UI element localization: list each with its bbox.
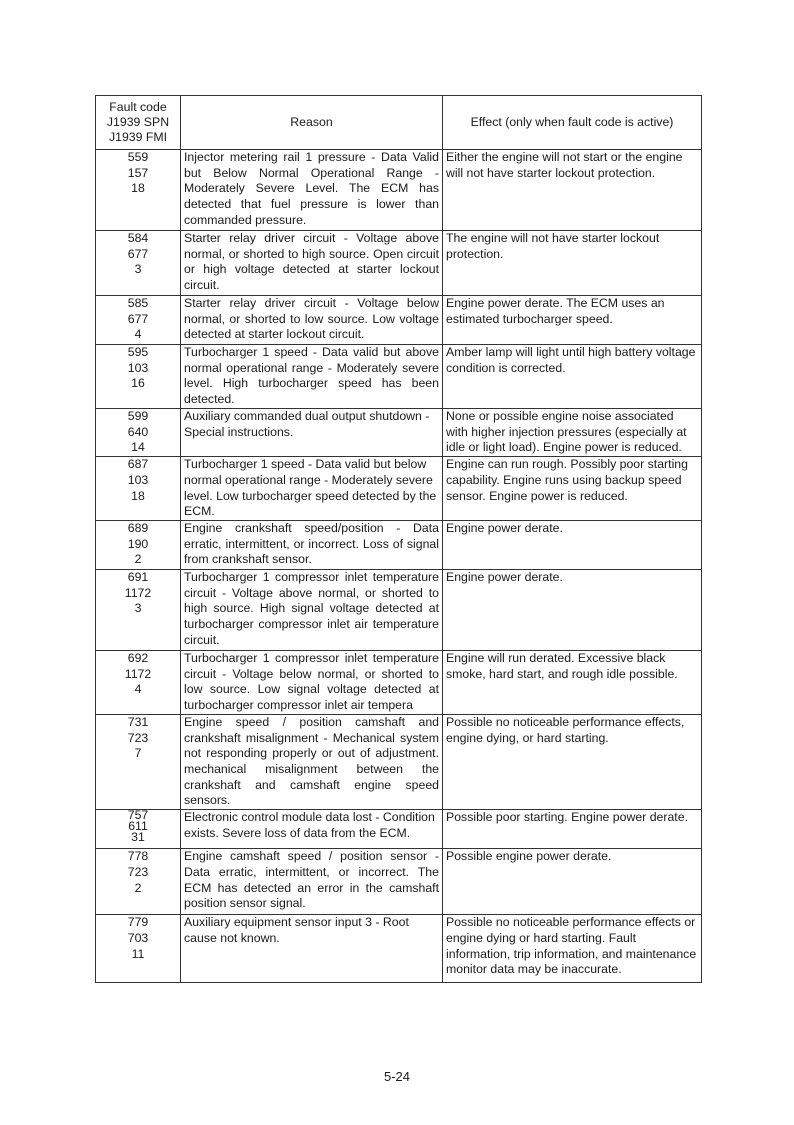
effect-cell: Engine power derate. The ECM uses an estimated turbocharger speed. (443, 296, 702, 345)
spn-code: 691 (127, 569, 149, 584)
table-row (96, 915, 702, 983)
effect-cell: Possible no noticeable performance effects, engine dying, or hard starting. (443, 714, 702, 809)
fault-code-cell (96, 409, 181, 457)
reason-cell: Turbocharger 1 speed - Data valid but above normal operational range - Moderately severe level. High turbocharger speed has been detected. (181, 345, 443, 409)
fmi-value: 4 (134, 682, 142, 697)
fmi-value: 31 (131, 830, 145, 845)
spn-value: 103 (127, 472, 149, 487)
reason-cell: Starter relay driver circuit - Voltage below normal, or shorted to low source. Low voltage detected at starter lockout circuit. (181, 296, 443, 345)
reason-cell: Turbocharger 1 speed - Data valid but below normal operational range - Moderately severe level. Low turbocharger speed detected by the ECM. (181, 457, 443, 521)
spn-code: 585 (127, 296, 149, 310)
table-row (96, 150, 702, 231)
effect-cell: Engine power derate. (443, 569, 702, 650)
spn-value: 703 (127, 930, 149, 945)
reason-cell: Auxiliary equipment sensor input 3 - Root cause not known. (181, 915, 443, 983)
reason-cell: Engine crankshaft speed/position - Data erratic, intermittent, or incorrect. Loss of signal from crankshaft sensor. (181, 520, 443, 569)
spn-value: 1172 (124, 666, 152, 681)
spn-code: 584 (127, 231, 149, 245)
spn-code: 779 (127, 915, 149, 930)
fault-code-cell (96, 650, 181, 714)
spn-code: 599 (127, 409, 149, 423)
spn-value: 190 (127, 536, 149, 551)
spn-code: 595 (127, 345, 149, 359)
header-reason: Reason (181, 96, 443, 150)
effect-cell: Engine can run rough. Possibly poor starting capability. Engine runs using backup speed sensor. Engine power is reduced. (443, 457, 702, 521)
header-fault-code-line: J1939 SPN (106, 115, 170, 129)
effect-cell: Engine power derate. (443, 520, 702, 569)
spn-code: 692 (127, 650, 149, 665)
effect-cell: The engine will not have starter lockout protection. (443, 231, 702, 296)
reason-cell: Engine camshaft speed / position sensor - Data erratic, intermittent, or incorrect. The ECM has detected an error in the camshaft position sensor signal. (181, 849, 443, 915)
reason-cell: Turbocharger 1 compressor inlet temperature circuit - Voltage above normal, or shorted to high source. High signal voltage detected at turbocharger compressor inlet air temperature circuit. (181, 569, 443, 650)
fault-code-cell (96, 150, 181, 231)
spn-value: 677 (127, 246, 149, 261)
fault-code-table (95, 95, 702, 983)
spn-value: 723 (127, 730, 149, 745)
fault-code-cell (96, 345, 181, 409)
fault-code-cell (96, 296, 181, 345)
effect-cell: Amber lamp will light until high battery voltage condition is corrected. (443, 345, 702, 409)
spn-code: 689 (127, 520, 149, 535)
table-row (96, 409, 702, 457)
header-fault-code-line: J1939 FMI (108, 130, 168, 144)
table-row (96, 650, 702, 714)
reason-cell: Turbocharger 1 compressor inlet temperature circuit - Voltage below normal, or shorted to low source. Low signal voltage detected at turbocharger compressor inlet air tempera (181, 650, 443, 714)
header-effect: Effect (only when fault code is active) (443, 96, 702, 150)
spn-value: 723 (127, 864, 149, 879)
spn-value: 1172 (124, 585, 152, 600)
fault-code-cell (96, 714, 181, 809)
table-row (96, 296, 702, 345)
fault-code-cell (96, 457, 181, 521)
table-header-row (96, 96, 702, 150)
spn-value: 611 (128, 819, 148, 834)
fmi-value: 7 (134, 746, 142, 761)
reason-cell: Engine speed / position camshaft and crankshaft misalignment - Mechanical system not responding properly or out of adjustment. mechanical misalignment between the crankshaft and camshaft engine speed sensors. (181, 714, 443, 809)
fmi-value: 4 (134, 327, 142, 342)
fmi-value: 18 (131, 181, 145, 196)
table-row (96, 849, 702, 915)
fmi-value: 3 (134, 262, 142, 277)
spn-value: 103 (127, 360, 149, 375)
header-fault-code-line: Fault code (109, 100, 167, 114)
table-row (96, 569, 702, 650)
fault-code-cell (96, 849, 181, 915)
effect-cell: Either the engine will not start or the engine will not have starter lockout protection. (443, 150, 702, 231)
spn-value: 640 (127, 424, 149, 439)
spn-value: 677 (127, 311, 149, 326)
effect-cell: Possible no noticeable performance effects or engine dying or hard starting. Fault information, trip information, and maintenance monitor data may be inaccurate. (443, 915, 702, 983)
reason-cell: Electronic control module data lost - Condition exists. Severe loss of data from the ECM. (181, 810, 443, 849)
effect-cell: Possible poor starting. Engine power derate. (443, 810, 702, 849)
table-row (96, 520, 702, 569)
spn-value: 157 (127, 165, 149, 180)
reason-cell: Injector metering rail 1 pressure - Data Valid but Below Normal Operational Range - Moderately Severe Level. The ECM has detected that fuel pressure is lower than commanded pressure. (181, 150, 443, 231)
fmi-value: 2 (134, 880, 142, 895)
fmi-value: 3 (134, 601, 142, 616)
fault-code-cell (96, 810, 181, 849)
effect-cell: None or possible engine noise associated with higher injection pressures (especially at idle or light load). Engine power is reduced. (443, 409, 702, 457)
effect-cell: Possible engine power derate. (443, 849, 702, 915)
table-row (96, 457, 702, 521)
fmi-value: 2 (134, 552, 142, 567)
spn-code: 731 (127, 714, 149, 729)
reason-cell: Auxiliary commanded dual output shutdown - Special instructions. (181, 409, 443, 457)
table-row (96, 714, 702, 809)
fmi-value: 18 (131, 488, 145, 503)
fault-code-cell (96, 569, 181, 650)
spn-code: 687 (127, 457, 149, 472)
page-number: 5-24 (383, 1069, 411, 1084)
reason-cell: Starter relay driver circuit - Voltage above normal, or shorted to high source. Open circuit or high voltage detected at starter lockout circuit. (181, 231, 443, 296)
fault-code-cell (96, 915, 181, 983)
spn-code: 559 (127, 150, 149, 164)
effect-cell: Engine will run derated. Excessive black smoke, hard start, and rough idle possible. (443, 650, 702, 714)
fmi-value: 11 (131, 946, 145, 961)
fmi-value: 16 (131, 376, 145, 391)
fault-code-cell (96, 520, 181, 569)
table-row (96, 810, 702, 849)
spn-code: 757 (127, 809, 149, 823)
header-fault-code (96, 96, 181, 150)
spn-code: 778 (127, 849, 149, 864)
table-row (96, 345, 702, 409)
table-row (96, 231, 702, 296)
fault-code-cell (96, 231, 181, 296)
fmi-value: 14 (131, 440, 145, 455)
